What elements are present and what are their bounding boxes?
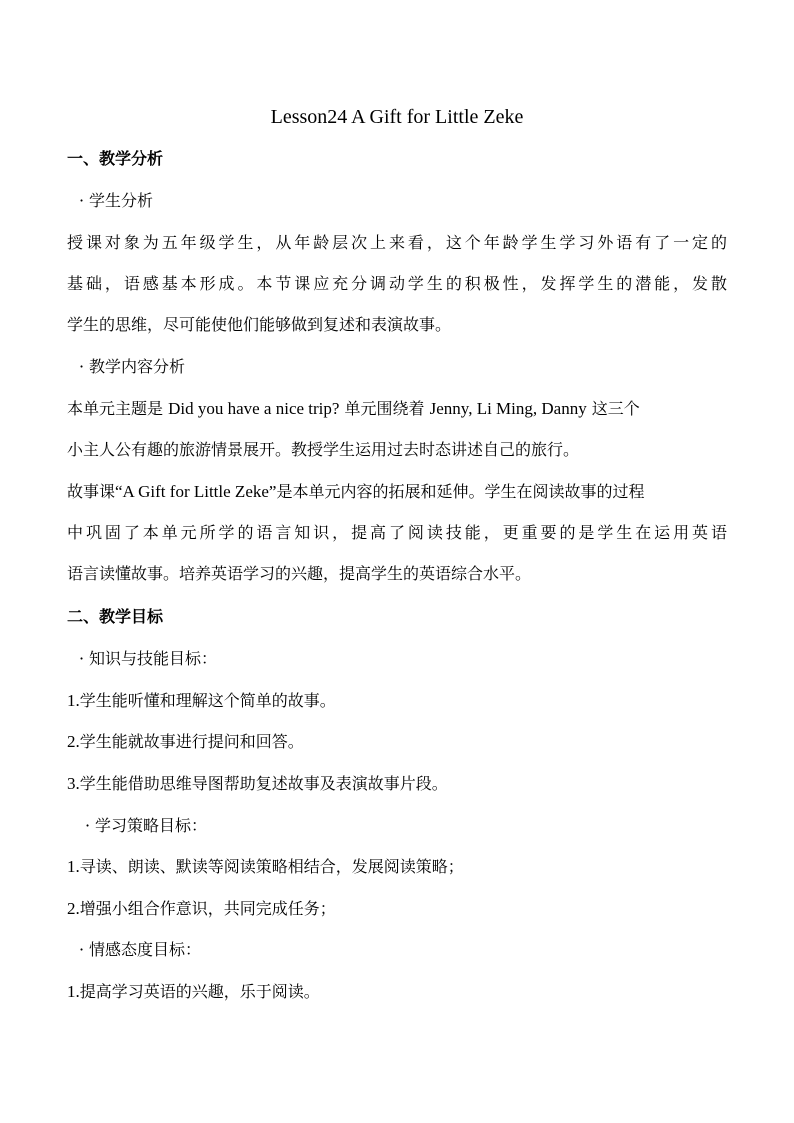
list-item	[67, 690, 727, 712]
list-text: 学生能借助思维导图帮助复述故事及表演故事片段。	[79, 774, 448, 793]
bullet-icon: ·	[79, 940, 85, 959]
subheading-text: 教学内容分析	[89, 357, 186, 376]
paragraph-line	[67, 398, 727, 420]
character-names: Jenny, Li Ming, Danny	[429, 399, 587, 418]
list-item	[67, 773, 727, 795]
list-item	[67, 981, 727, 1003]
paragraph-line: 语言读懂故事。培养英语学习的兴趣，提高学生的英语综合水平。	[67, 564, 532, 583]
bullet-icon: ·	[79, 191, 85, 210]
subheading-text: 学习策略目标：	[95, 816, 208, 835]
subheading-knowledge	[79, 648, 739, 670]
bullet-icon: ·	[85, 816, 91, 835]
list-item	[67, 856, 727, 878]
list-number: 3.	[67, 774, 80, 793]
text-span: 本单元主题是	[67, 399, 169, 418]
subheading-student-analysis	[79, 190, 739, 212]
story-title: “A Gift for Little Zeke”	[115, 482, 277, 501]
subheading-emotion	[79, 939, 739, 961]
list-item	[67, 731, 727, 753]
section-heading-analysis: 一、教学分析	[67, 149, 164, 168]
list-text: 学生能就故事进行提问和回答。	[79, 732, 304, 751]
paragraph-line: 中巩固了本单元所学的语言知识，提高了阅读技能，更重要的是学生在运用英语	[67, 523, 727, 542]
text-span: 这三个	[586, 399, 640, 418]
bullet-icon: ·	[79, 649, 85, 668]
text-span: 是本单元内容的拓展和延伸。学生在阅读故事的过程	[276, 482, 645, 501]
list-number: 1.	[67, 982, 80, 1001]
list-text: 增强小组合作意识，共同完成任务；	[79, 899, 336, 918]
bullet-icon: ·	[79, 357, 85, 376]
paragraph-line: 授课对象为五年级学生，从年龄层次上来看，这个年龄学生学习外语有了一定的	[67, 233, 727, 252]
subheading-learning-strategy	[85, 815, 745, 837]
list-number: 2.	[67, 899, 80, 918]
paragraph-line: 学生的思维，尽可能使他们能够做到复述和表演故事。	[67, 315, 452, 334]
page-title: Lesson24 A Gift for Little Zeke	[270, 106, 524, 128]
text-span: 单元围绕着	[339, 399, 430, 418]
subheading-text: 知识与技能目标：	[89, 649, 218, 668]
subheading-text: 学生分析	[89, 191, 154, 210]
subheading-text: 情感态度目标：	[89, 940, 202, 959]
list-text: 寻读、朗读、默读等阅读策略相结合，发展阅读策略；	[79, 857, 464, 876]
list-number: 1.	[67, 857, 80, 876]
subheading-content-analysis	[79, 356, 739, 378]
list-number: 1.	[67, 691, 80, 710]
paragraph-line: 基础，语感基本形成。本节课应充分调动学生的积极性，发挥学生的潜能，发散	[67, 274, 727, 293]
paragraph-line	[67, 481, 727, 503]
list-number: 2.	[67, 732, 80, 751]
list-text: 提高学习英语的兴趣，乐于阅读。	[79, 982, 320, 1001]
list-text: 学生能听懂和理解这个简单的故事。	[79, 691, 336, 710]
paragraph-line: 小主人公有趣的旅游情景展开。教授学生运用过去时态讲述自己的旅行。	[67, 440, 580, 459]
text-span: 故事课	[67, 482, 116, 501]
unit-theme: Did you have a nice trip?	[168, 399, 340, 418]
list-item	[67, 898, 727, 920]
section-heading-goals: 二、教学目标	[67, 607, 164, 626]
